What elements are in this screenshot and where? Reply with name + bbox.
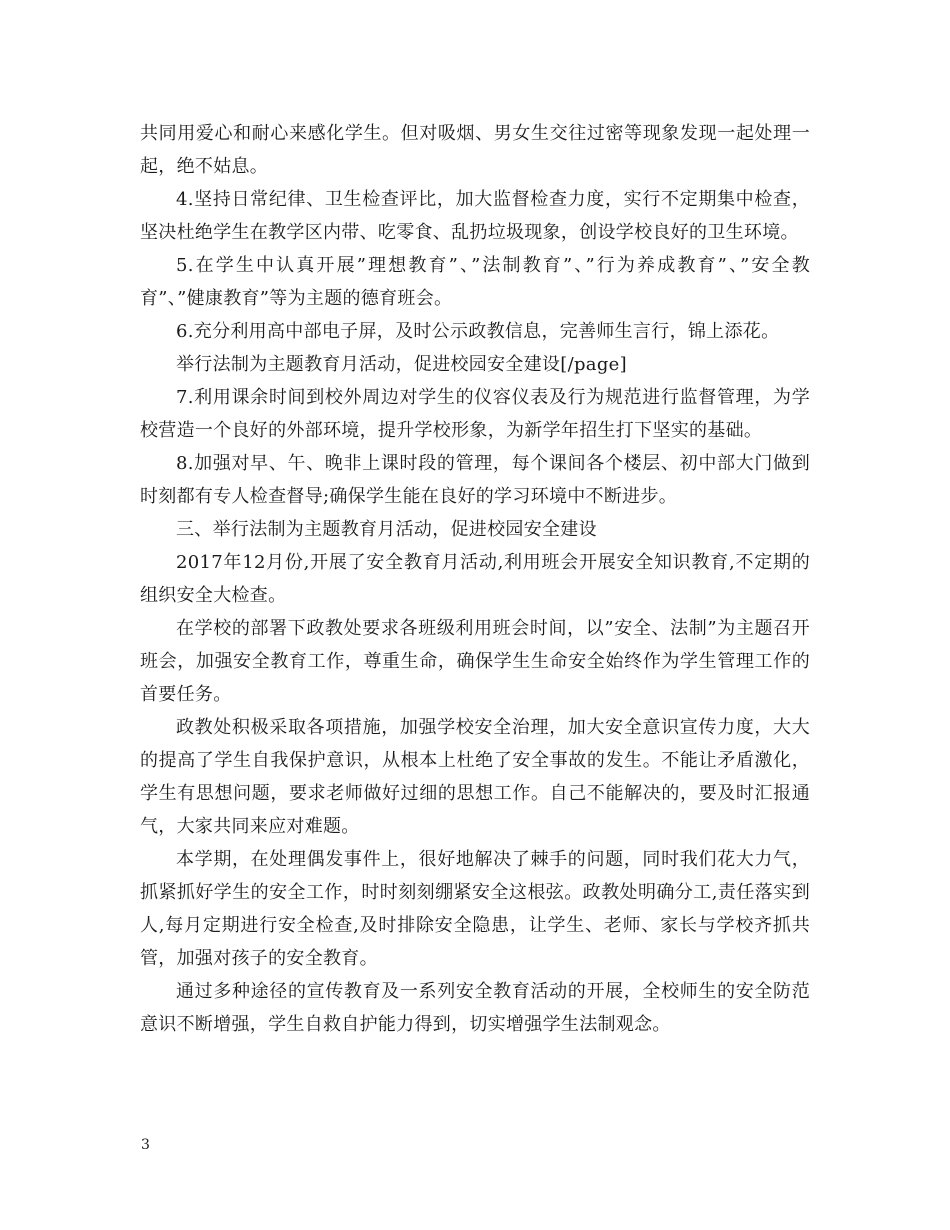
paragraph-4: 6.充分利用高中部电子屏，及时公示政教信息，完善师生言行，锦上添花。 — [176, 321, 780, 342]
paragraph-12: 本学期，在处理偶发事件上，很好地解决了棘手的问题，同时我们花大力气，抓紧抓好学生的安全工作，时时刻刻绷紧安全这根弦。政教处明确分工,责任落实到人,每月定期进行安全检查,及时排除安全隐患，让学生、老师、家长与学校齐抓共管，加强对孩子的安全教育。 — [140, 849, 810, 969]
paragraph-5: 举行法制为主题教育月活动，促进校园安全建设[/page] — [176, 354, 627, 375]
paragraph-1: 共同用爱心和耐心来感化学生。但对吸烟、男女生交往过密等现象发现一起处理一起，绝不姑息。 — [140, 123, 810, 177]
paragraph-6: 7.利用课余时间到校外周边对学生的仪容仪表及行为规范进行监督管理，为学校营造一个良好的外部环境，提升学校形象，为新学年招生打下坚实的基础。 — [140, 387, 810, 441]
section-heading: 三、举行法制为主题教育月活动，促进校园安全建设 — [176, 519, 597, 540]
paragraph-10: 在学校的部署下政教处要求各班级利用班会时间，以”安全、法制”为主题召开班会，加强安全教育工作，尊重生命，确保学生生命安全始终作为学生管理工作的首要任务。 — [140, 618, 810, 705]
document-body — [140, 117, 810, 1041]
paragraph-13: 通过多种途径的宣传教育及一系列安全教育活动的开展，全校师生的安全防范意识不断增强，学生自救自护能力得到，切实增强学生法制观念。 — [140, 981, 810, 1035]
paragraph-11: 政教处积极采取各项措施，加强学校安全治理，加大安全意识宣传力度，大大的提高了学生自我保护意识，从根本上杜绝了安全事故的发生。不能让矛盾激化，学生有思想问题，要求老师做好过细的思想工作。自己不能解决的，要及时汇报通气，大家共同来应对难题。 — [140, 717, 810, 837]
paragraph-9: 2017年12月份,开展了安全教育月活动,利用班会开展安全知识教育,不定期的组织安全大检查。 — [140, 552, 810, 606]
page-number: 3 — [141, 1137, 150, 1153]
paragraph-3: 5.在学生中认真开展”理想教育”、”法制教育”、”行为养成教育”、”安全教育”、”健康教育”等为主题的德育班会。 — [140, 255, 810, 309]
paragraph-2: 4.坚持日常纪律、卫生检查评比，加大监督检查力度，实行不定期集中检查，坚决杜绝学生在教学区内带、吃零食、乱扔垃圾现象，创设学校良好的卫生环境。 — [140, 189, 810, 243]
paragraph-7: 8.加强对早、午、晚非上课时段的管理，每个课间各个楼层、初中部大门做到时刻都有专人检查督导;确保学生能在良好的学习环境中不断进步。 — [140, 453, 810, 507]
